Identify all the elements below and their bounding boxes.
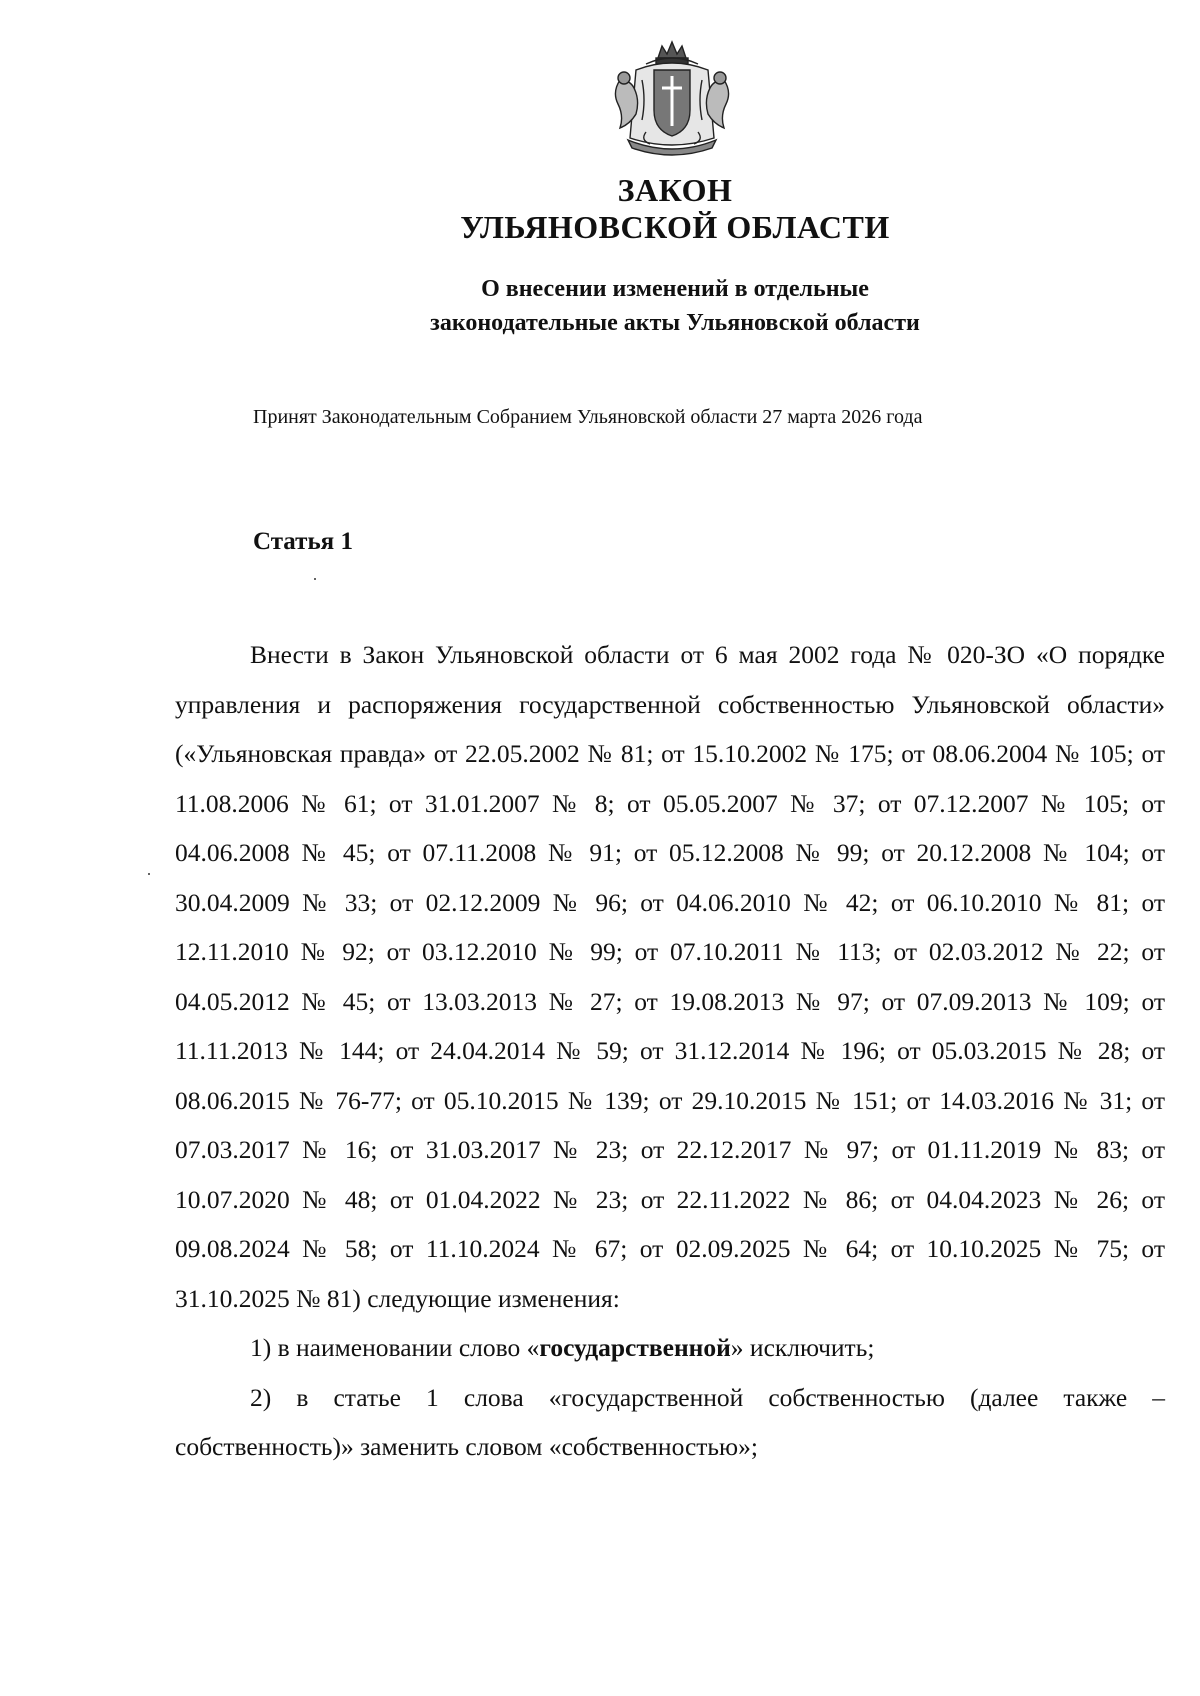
law-subject-line-1: О внесении изменений в отдельные xyxy=(481,276,869,302)
adoption-statement: Принят Законодательным Собранием Ульяновской области 27 марта 2026 года xyxy=(253,406,923,428)
scan-speck xyxy=(148,873,150,875)
amendment-item-1-keyword: государственной xyxy=(539,1333,731,1362)
law-subject-line-2: законодательные акты Ульяновской области xyxy=(430,310,920,336)
law-region-title: УЛЬЯНОВСКОЙ ОБЛАСТИ xyxy=(460,209,890,245)
law-title: ЗАКОН xyxy=(617,172,733,208)
scan-speck xyxy=(314,578,316,580)
article-body xyxy=(175,630,1165,1472)
amendment-item-1-suffix: » исключить; xyxy=(730,1333,875,1362)
article-heading: Статья 1 xyxy=(253,528,353,555)
amendment-item-1 xyxy=(175,1323,1165,1373)
amendment-item-2: 2) в статье 1 слова «государственной собственностью (далее также – собственность)» заменить словом «собственностью»; xyxy=(175,1382,1165,1461)
amendment-item-1-prefix: 1) в наименовании слово « xyxy=(250,1333,540,1362)
article-intro-paragraph: Внести в Закон Ульяновской области от 6 мая 2002 года № 020-ЗО «О порядке управления и распоряжения государственной собственностью Ульяновской области» («Ульяновская правда» от 22.05.2002 № 81; от 15.10.2002 № 175; от 08.06.2004 № 105; от 11.08.2006 № 61; от 31.01.2007 № 8; от 05.05.2007 № 37; от 07.12.2007 № 105; от 04.06.2008 № 45; от 07.11.2008 № 91; от 05.12.2008 № 99; от 20.12.2008 № 104; от 30.04.2009 № 33; от 02.12.2009 № 96; от 04.06.2010 № 42; от 06.10.2010 № 81; от 12.11.2010 № 92; от 03.12.2010 № 99; от 07.10.2011 № 113; от 02.03.2012 № 22; от 04.05.2012 № 45; от 13.03.2013 № 27; от 19.08.2013 № 97; от 07.09.2013 № 109; от 11.11.2013 № 144; от 24.04.2014 № 59; от 31.12.2014 № 196; от 05.03.2015 № 28; от 08.06.2015 № 76-77; от 05.10.2015 № 139; от 29.10.2015 № 151; от 14.03.2016 № 31; от 07.03.2017 № 16; от 31.03.2017 № 23; от 22.12.2017 № 97; от 01.11.2019 № 83; от 10.07.2020 № 48; от 01.04.2022 № 23; от 22.11.2022 № 86; от 04.04.2023 № 26; от 09.08.2024 № 58; от 11.10.2024 № 67; от 02.09.2025 № 64; от 10.10.2025 № 75; от 31.10.2025 № 81) следующие изменения: xyxy=(175,640,1165,1313)
coat-of-arms-icon xyxy=(606,40,738,158)
